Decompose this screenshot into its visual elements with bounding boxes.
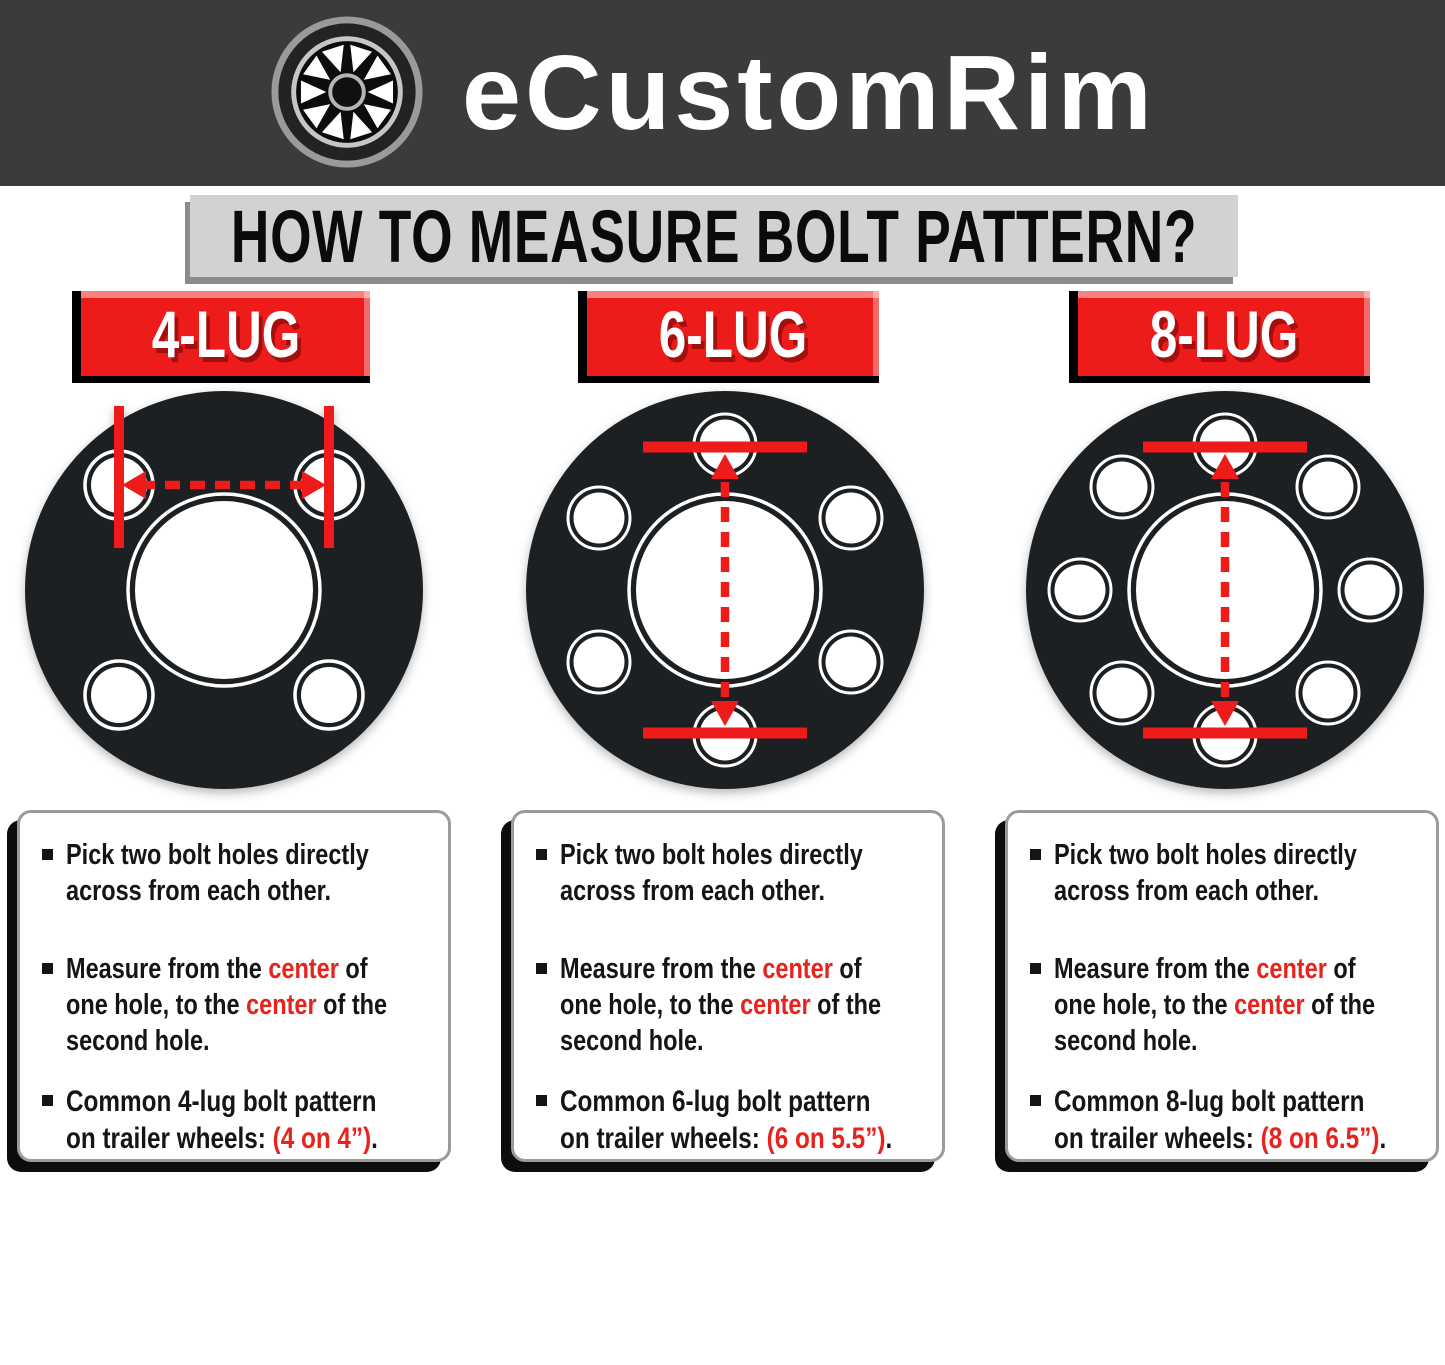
instruction-bullet: Pick two bolt holes directly across from each other. — [42, 837, 434, 909]
instructions-card-8-lug — [1005, 810, 1439, 1162]
bullet-square-icon — [42, 1095, 53, 1106]
lug-header-4: 4-LUG — [72, 291, 370, 383]
brand-banner — [0, 0, 1445, 186]
title-bar — [190, 195, 1238, 277]
instruction-bullet: Pick two bolt holes directly across from each other. — [536, 837, 928, 909]
bullet-square-icon — [1030, 849, 1041, 860]
bullet-square-icon — [1030, 1095, 1041, 1106]
instruction-bullet: Measure from the center of one hole, to the center of the second hole. — [42, 951, 434, 1059]
wheel-diagram-4-lug — [14, 380, 434, 800]
bullet-square-icon — [536, 963, 547, 974]
instruction-bullet: Measure from the center of one hole, to the center of the second hole. — [1030, 951, 1422, 1059]
lug-header-6: 6-LUG — [578, 291, 879, 383]
instruction-bullet: Common 8-lug bolt pattern on trailer wheels: (8 on 6.5”). — [1030, 1083, 1422, 1157]
wheel-diagram-8-lug — [1015, 380, 1435, 800]
brand-name: eCustomRim — [462, 34, 1156, 152]
page-title: HOW TO MEASURE BOLT PATTERN? — [230, 194, 1198, 278]
wheel-logo-icon — [268, 13, 426, 171]
bullet-square-icon — [42, 849, 53, 860]
instructions-card-4-lug — [17, 810, 451, 1162]
lug-header-8: 8-LUG — [1069, 291, 1370, 383]
instruction-bullet: Common 4-lug bolt pattern on trailer wheels: (4 on 4”). — [42, 1083, 434, 1157]
bullet-square-icon — [536, 849, 547, 860]
instruction-bullet: Pick two bolt holes directly across from each other. — [1030, 837, 1422, 909]
bullet-square-icon — [42, 963, 53, 974]
wheel-diagram-6-lug — [515, 380, 935, 800]
instructions-card-6-lug — [511, 810, 945, 1162]
hub-bore — [128, 494, 320, 686]
instruction-bullet: Common 6-lug bolt pattern on trailer wheels: (6 on 5.5”). — [536, 1083, 928, 1157]
instruction-bullet: Measure from the center of one hole, to the center of the second hole. — [536, 951, 928, 1059]
bullet-square-icon — [536, 1095, 547, 1106]
bullet-square-icon — [1030, 963, 1041, 974]
